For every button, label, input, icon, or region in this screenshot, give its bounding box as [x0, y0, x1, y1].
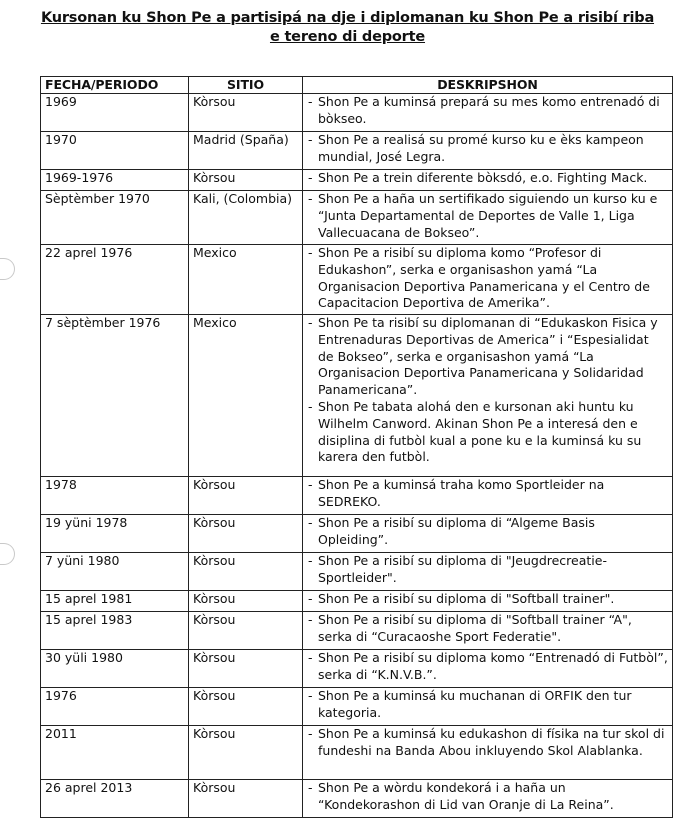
- description-cell: [303, 315, 673, 477]
- place-cell: Kòrsou: [189, 553, 303, 591]
- description-cell: [303, 515, 673, 553]
- description-item: - Shon Pe a risibí su diploma di "Softball trainer “A", serka di “Curacaoshe Sport Federatie".: [308, 612, 668, 646]
- table-row: [41, 245, 673, 315]
- table-row: [41, 650, 673, 688]
- description-item: - Shon Pe a kuminsá traha komo Sportleider na SEDREKO.: [308, 477, 668, 511]
- column-header-description: DESKRIPSHON: [303, 77, 673, 94]
- description-item: - Shon Pe a kuminsá ku muchanan di ORFIK den tur kategoria.: [308, 688, 668, 722]
- place-cell: Kòrsou: [189, 726, 303, 780]
- table-row: [41, 477, 673, 515]
- description-item: - Shon Pe a kuminsá prepará su mes komo entrenadó di bòkseo.: [308, 94, 668, 128]
- punch-hole-mark: [0, 258, 15, 280]
- column-header-place: SITIO: [189, 77, 303, 94]
- table-row: [41, 515, 673, 553]
- description-item: - Shon Pe a risibí su diploma di "Jeugdrecreatie-Sportleider".: [308, 553, 668, 587]
- description-item: - Shon Pe a risibí su diploma komo “Profesor di Edukashon”, serka e organisashon yamá “La Organisacion Deportiva Panamericana y el Centro de Capacitacion Deportiva de Amerika”.: [308, 245, 668, 312]
- description-item: - Shon Pe ta risibí su diplomanan di “Edukaskon Fisica y Entrenaduras Deportivas de America” i “Espesialidat de Bokseo”, serka e organisashon yamá “La Organisacion Deportiva Panamericana y Solidaridad Panamericana”.: [308, 315, 668, 399]
- description-item: - Shon Pe a risibí su diploma komo “Entrenadó di Futbòl”, serka di “K.N.V.B.”.: [308, 650, 668, 684]
- description-item: - Shon Pe a kuminsá ku edukashon di físika na tur skol di fundeshi na Banda Abou inkluyendo Skol Alablanka.: [308, 726, 668, 760]
- place-cell: Kòrsou: [189, 591, 303, 612]
- date-cell: 30 yüli 1980: [41, 650, 189, 688]
- description-item: - Shon Pe a realisá su promé kurso ku e èks kampeon mundial, José Legra.: [308, 132, 668, 166]
- date-cell: 1969-1976: [41, 170, 189, 191]
- description-cell: [303, 245, 673, 315]
- place-cell: Kali, (Colombia): [189, 191, 303, 245]
- date-cell: 7 yüni 1980: [41, 553, 189, 591]
- description-cell: [303, 477, 673, 515]
- place-cell: Mexico: [189, 315, 303, 477]
- date-cell: 1969: [41, 94, 189, 132]
- place-cell: Madrid (Spaña): [189, 132, 303, 170]
- description-cell: [303, 688, 673, 726]
- table-row: [41, 780, 673, 818]
- table-header-row: [41, 77, 673, 94]
- description-cell: [303, 94, 673, 132]
- table-row: [41, 591, 673, 612]
- description-item: - Shon Pe a haña un sertifikado siguiendo un kurso ku e “Junta Departamental de Deportes de Valle 1, Liga Vallecuacana de Bokseo”.: [308, 191, 668, 241]
- place-cell: Kòrsou: [189, 515, 303, 553]
- description-item: - Shon Pe tabata alohá den e kursonan aki huntu ku Wilhelm Canword. Akinan Shon Pe a interesá den e disiplina di futbòl kual a pone ku e la kuminsá ku su karera den futbòl.: [308, 399, 668, 466]
- place-cell: Kòrsou: [189, 477, 303, 515]
- title-line-1: Kursonan ku Shon Pe a partisipá na dje i diplomanan ku Shon Pe a risibí riba: [40, 10, 655, 26]
- date-cell: Sèptèmber 1970: [41, 191, 189, 245]
- table-row: [41, 315, 673, 477]
- punch-hole-mark: [0, 543, 15, 565]
- training-diploma-table: [40, 76, 673, 818]
- table-row: [41, 688, 673, 726]
- date-cell: 7 sèptèmber 1976: [41, 315, 189, 477]
- table-row: [41, 132, 673, 170]
- description-cell: [303, 780, 673, 818]
- table-row: [41, 726, 673, 780]
- date-cell: 22 aprel 1976: [41, 245, 189, 315]
- description-cell: [303, 591, 673, 612]
- place-cell: Kòrsou: [189, 688, 303, 726]
- place-cell: Kòrsou: [189, 94, 303, 132]
- description-cell: [303, 553, 673, 591]
- place-cell: Kòrsou: [189, 780, 303, 818]
- date-cell: 1970: [41, 132, 189, 170]
- description-cell: [303, 170, 673, 191]
- title-line-2: e tereno di deporte: [269, 29, 426, 45]
- place-cell: Kòrsou: [189, 612, 303, 650]
- column-header-date: FECHA/PERIODO: [41, 77, 189, 94]
- place-cell: Mexico: [189, 245, 303, 315]
- date-cell: 2011: [41, 726, 189, 780]
- place-cell: Kòrsou: [189, 650, 303, 688]
- description-item: - Shon Pe a risibí su diploma di "Softball trainer".: [308, 591, 668, 608]
- table-row: [41, 170, 673, 191]
- description-cell: [303, 612, 673, 650]
- date-cell: 1978: [41, 477, 189, 515]
- description-item: - Shon Pe a trein diferente bòksdó, e.o. Fighting Mack.: [308, 170, 668, 187]
- date-cell: 15 aprel 1981: [41, 591, 189, 612]
- description-cell: [303, 191, 673, 245]
- date-cell: 15 aprel 1983: [41, 612, 189, 650]
- document-title: [0, 9, 695, 47]
- description-item: - Shon Pe a wòrdu kondekorá i a haña un “Kondekorashon di Lid van Oranje di La Reina”.: [308, 780, 668, 814]
- description-cell: [303, 132, 673, 170]
- description-cell: [303, 650, 673, 688]
- date-cell: 19 yüni 1978: [41, 515, 189, 553]
- date-cell: 26 aprel 2013: [41, 780, 189, 818]
- table-row: [41, 94, 673, 132]
- description-item: - Shon Pe a risibí su diploma di “Algeme Basis Opleiding”.: [308, 515, 668, 549]
- table-row: [41, 612, 673, 650]
- table-row: [41, 553, 673, 591]
- place-cell: Kòrsou: [189, 170, 303, 191]
- description-cell: [303, 726, 673, 780]
- date-cell: 1976: [41, 688, 189, 726]
- table-row: [41, 191, 673, 245]
